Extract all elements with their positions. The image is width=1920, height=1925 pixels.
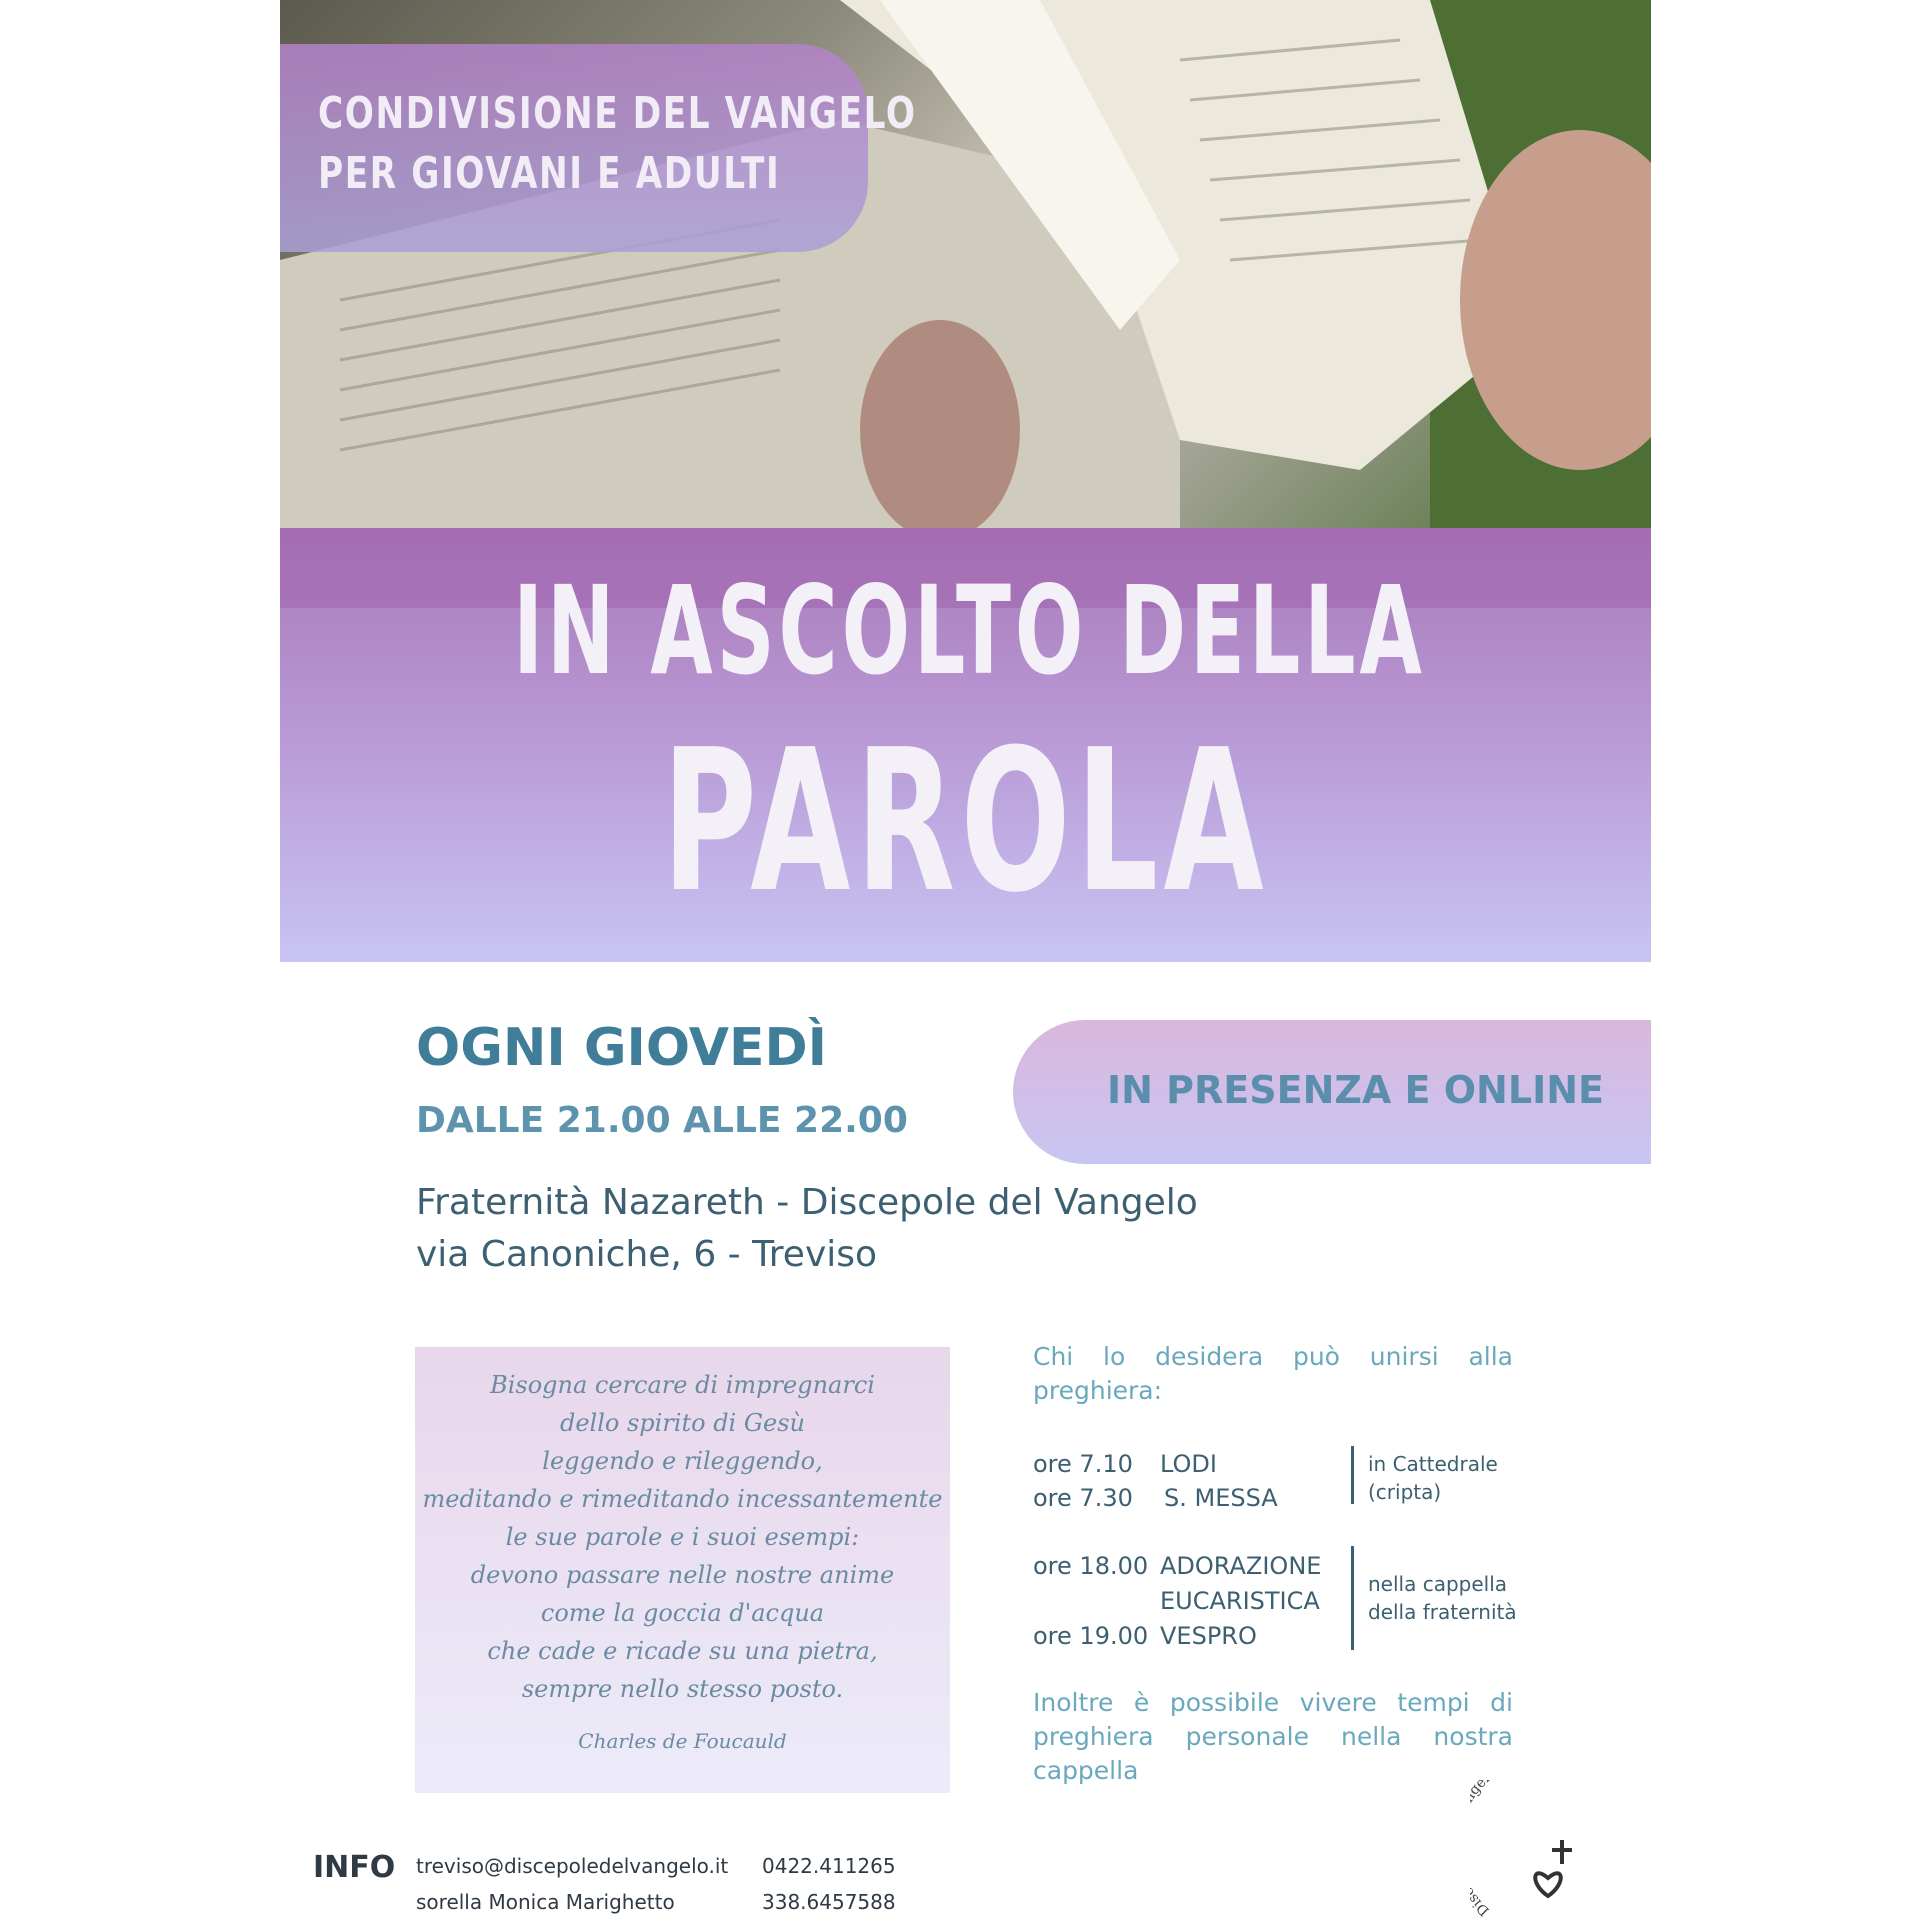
quote-author: Charles de Foucauld [578,1729,787,1753]
place-line-1: Fraternità Nazareth - Discepole del Vangelo [416,1182,1198,1223]
schedule-name: S. MESSA [1164,1484,1278,1512]
subtitle-pill [280,44,917,252]
schedule-place: in Cattedrale [1368,1452,1498,1476]
info-contact: sorella Monica Marighetto [416,1890,675,1914]
schedule-place: (cripta) [1368,1480,1442,1504]
schedule-name: EUCARISTICA [1160,1587,1320,1615]
info-phone-2[interactable]: 338.6457588 [762,1890,896,1914]
bible-photo [280,0,1651,528]
schedule-name: ADORAZIONE [1160,1552,1322,1580]
title-line-1: IN ASCOLTO DELLA [513,560,1426,702]
place-line-2: via Canoniche, 6 - Treviso [416,1234,878,1275]
time-label: DALLE 21.00 ALLE 22.00 [416,1100,908,1141]
prayer-intro-line-2: preghiera: [1033,1376,1163,1405]
title-line-2: PAROLA [662,708,1269,936]
schedule-time: ore 7.30 [1033,1484,1133,1512]
prayer-outro-line-1: Inoltre è possibile vivere tempi di [1033,1688,1513,1717]
poster [280,0,1651,1920]
mode-pill [1013,1020,1651,1164]
schedule-place: nella cappella [1368,1572,1508,1596]
discepole-logo [1470,1780,1610,1920]
info-email[interactable]: treviso@discepoledelvangelo.it [416,1854,729,1878]
schedule-name: LODI [1160,1450,1217,1478]
cross-heart-icon [1470,1780,1610,1920]
quote-line: leggendo e rileggendo, [542,1447,823,1475]
quote-box [415,1347,950,1793]
subtitle-line-2: PER GIOVANI E ADULTI [318,148,781,199]
prayer-intro-line-1: Chi lo desidera può unirsi alla [1033,1342,1513,1371]
info-phone-1[interactable]: 0422.411265 [762,1854,896,1878]
schedule-divider [1351,1546,1354,1650]
quote-line: sempre nello stesso posto. [521,1675,844,1703]
day-label: OGNI GIOVEDÌ [416,1018,827,1078]
schedule-divider [1351,1446,1354,1504]
quote-line: che cade e ricade su una pietra, [487,1637,878,1665]
quote-line: devono passare nelle nostre anime [470,1561,895,1589]
quote-line: dello spirito di Gesù [559,1409,806,1437]
schedule-place: della fraternità [1368,1600,1517,1624]
schedule-time: ore 18.00 [1033,1552,1149,1580]
prayer-outro-line-2: preghiera personale nella nostra [1033,1722,1513,1751]
subtitle-line-1: CONDIVISIONE DEL VANGELO [318,88,917,139]
quote-line: Bisogna cercare di impregnarci [490,1371,875,1399]
schedule-time: ore 7.10 [1033,1450,1133,1478]
schedule-time: ore 19.00 [1033,1622,1149,1650]
quote-line: come la goccia d'acqua [540,1599,825,1627]
info-label: INFO [313,1850,396,1885]
mode-label: IN PRESENZA E ONLINE [1107,1068,1604,1112]
prayer-outro-line-3: cappella [1033,1756,1139,1785]
quote-line: le sue parole e i suoi esempi: [505,1523,860,1551]
quote-line: meditando e rimeditando incessantemente [422,1485,943,1513]
svg-text:Discepole del Vangelo: Di e [1470,1780,1493,1919]
schedule-name: VESPRO [1160,1622,1257,1650]
